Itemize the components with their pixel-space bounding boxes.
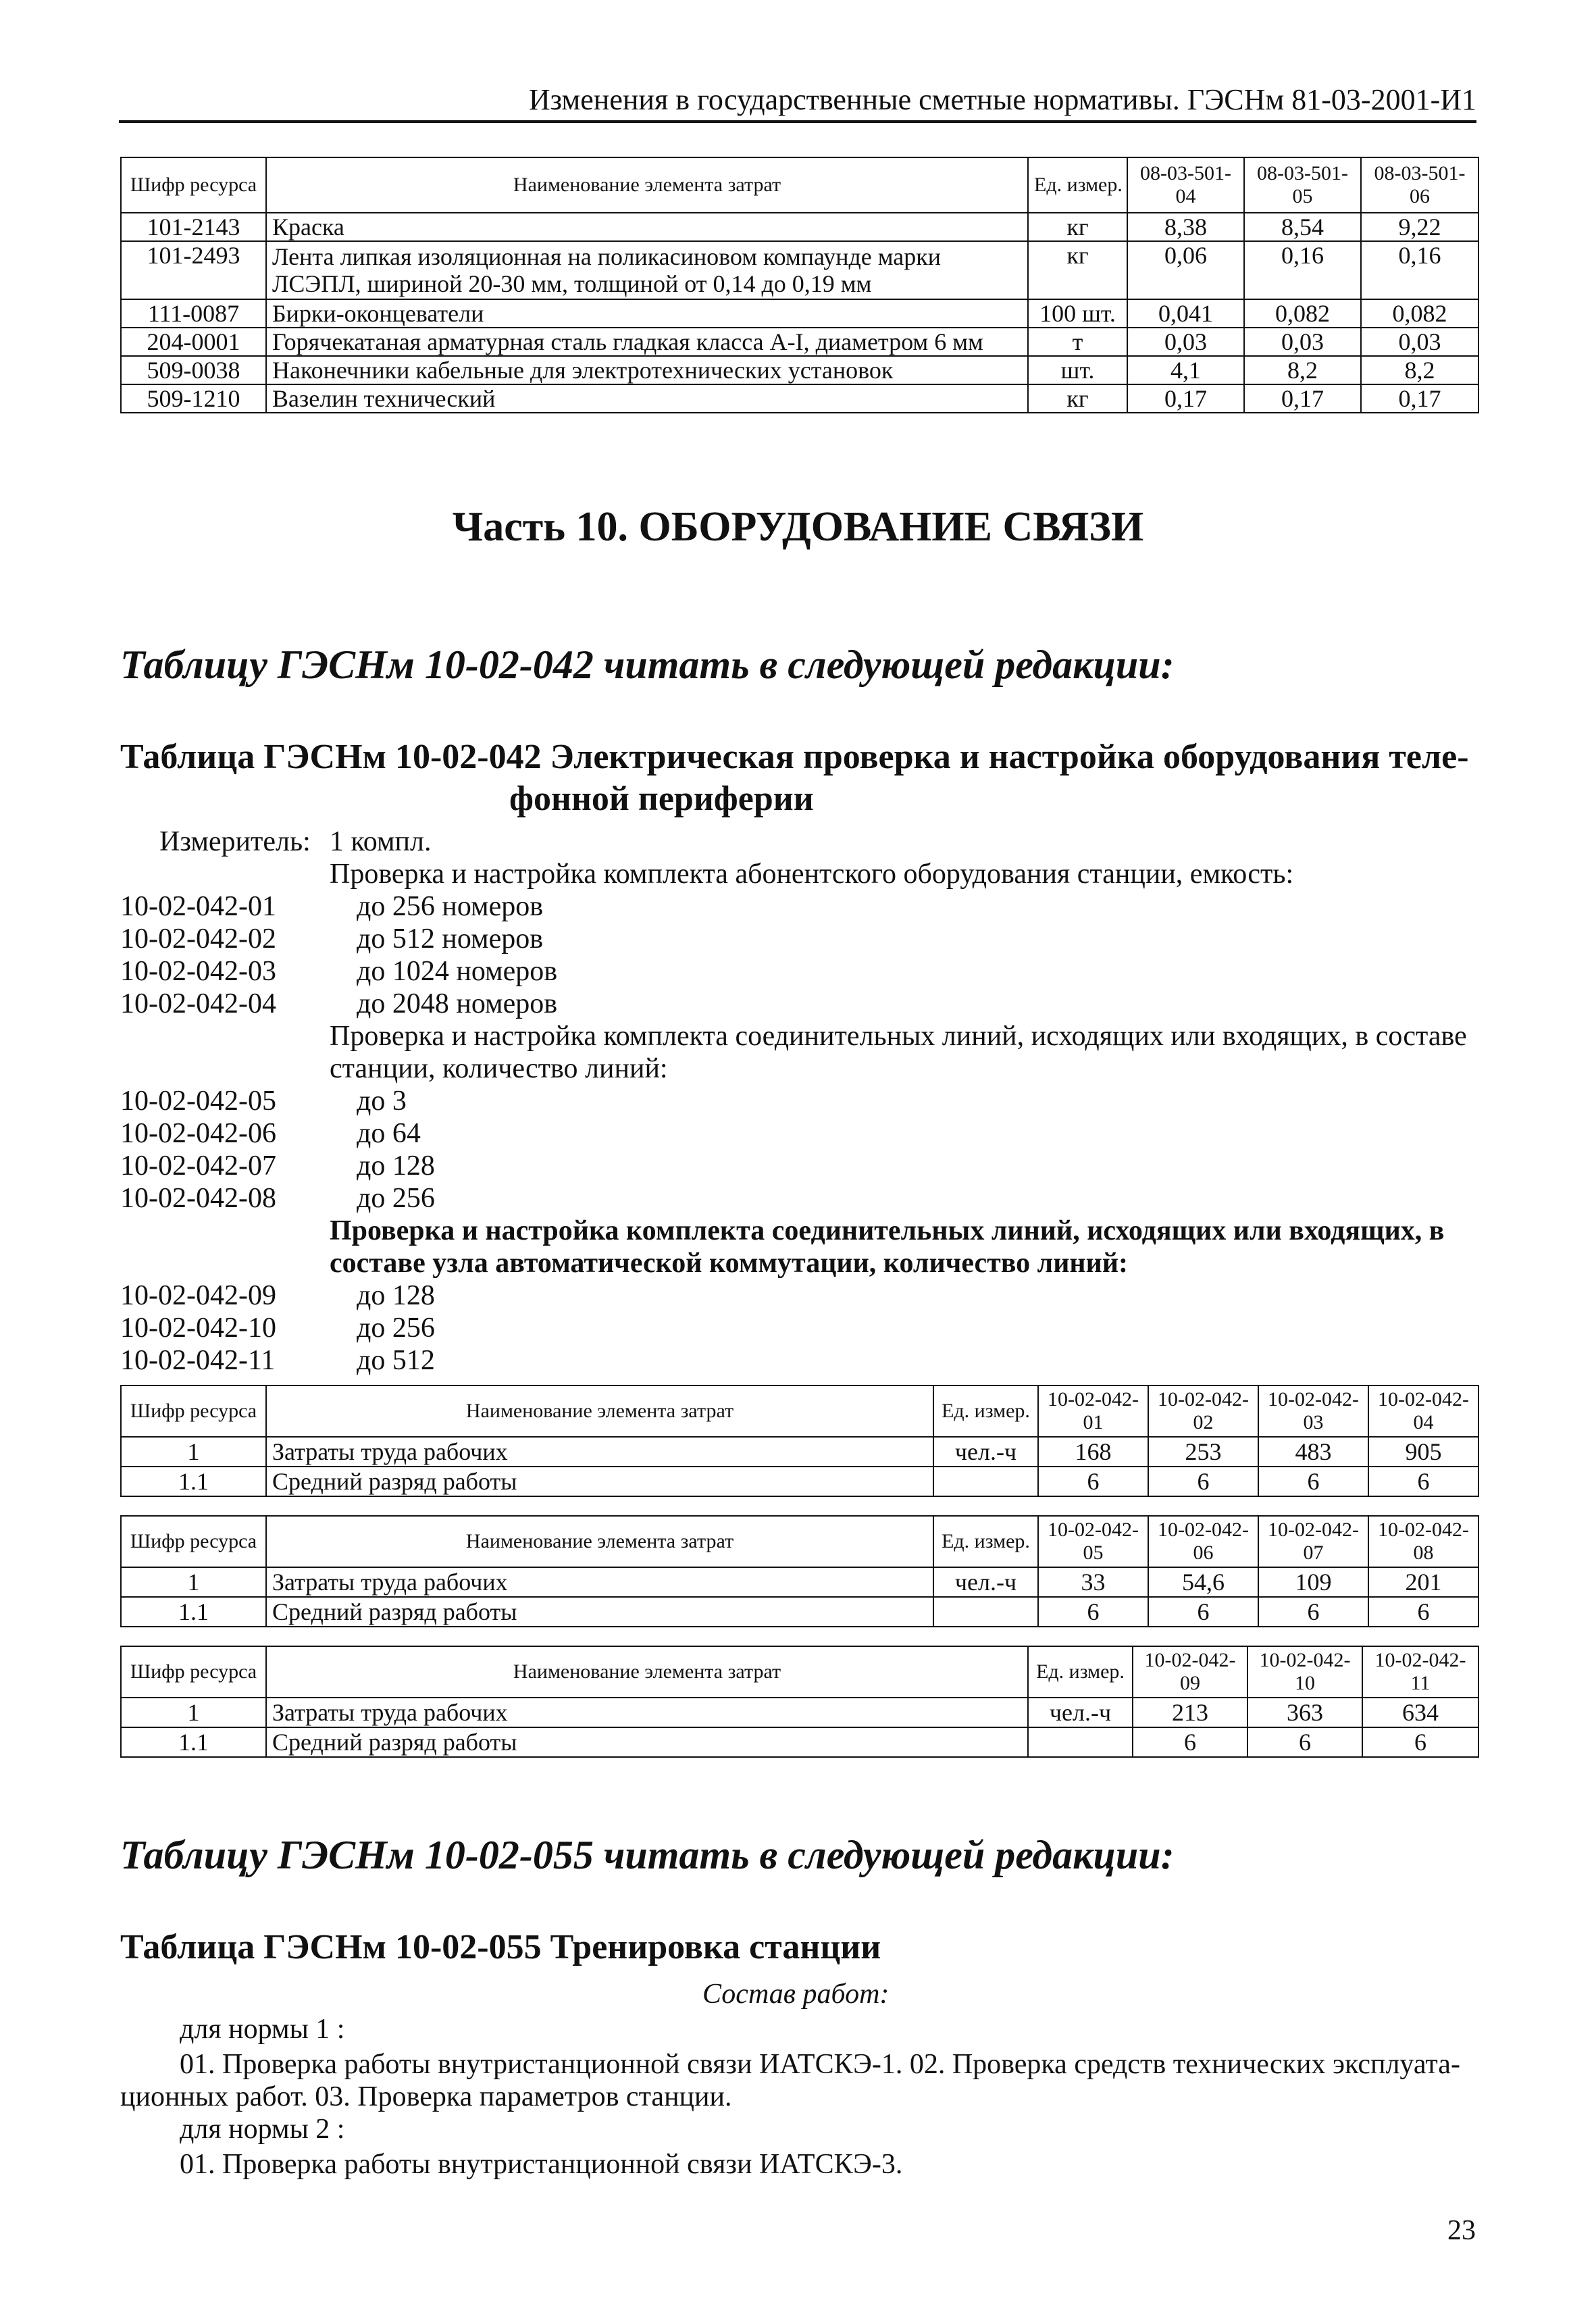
- cell-value: 0,03: [1361, 328, 1478, 356]
- cell-name: Средний разряд работы: [266, 1467, 933, 1496]
- table-row: [121, 1437, 1478, 1467]
- part-title: Часть 10. ОБОРУДОВАНИЕ СВЯЗИ: [452, 504, 1144, 550]
- cell-value: 109: [1258, 1567, 1368, 1597]
- cell-name: Бирки-оконцеватели: [266, 299, 1028, 328]
- cell-value: 483: [1258, 1437, 1368, 1467]
- header-name: Наименование элемента затрат: [266, 157, 1028, 213]
- work-composition-label: Состав работ:: [702, 1979, 890, 2010]
- norm-item: [120, 1150, 435, 1182]
- header-code: Шифр ресурса: [121, 157, 266, 213]
- cell-value: 9,22: [1361, 213, 1478, 241]
- cell-unit: кг: [1028, 213, 1127, 241]
- norm-item: [120, 988, 557, 1020]
- cell-value: 6: [1258, 1467, 1368, 1496]
- cell-value: 6: [1038, 1597, 1148, 1627]
- header-norm: 10-02-042-09: [1133, 1646, 1247, 1698]
- header-norm: 10-02-042-08: [1368, 1516, 1478, 1567]
- cell-value: 0,082: [1244, 299, 1361, 328]
- table-row: [121, 213, 1478, 241]
- norm-item: [120, 955, 557, 988]
- table-row: [121, 241, 1478, 299]
- norm-value: до 128: [357, 1280, 435, 1311]
- header-name: Наименование элемента затрат: [266, 1646, 1028, 1698]
- page-header: Изменения в государственные сметные нормативы. ГЭСНм 81-03-2001-И1: [119, 80, 1476, 123]
- norm-code: 10-02-042-06: [120, 1118, 276, 1149]
- meter-value: 1 компл.: [330, 826, 432, 857]
- norm-value: до 512 номеров: [357, 923, 544, 955]
- norm-item: [120, 923, 543, 955]
- norm-item: [120, 1279, 435, 1312]
- norm-item: [120, 1312, 435, 1344]
- cell-value: 905: [1368, 1437, 1478, 1467]
- norm-text: 01. Проверка работы внутристанционной связи ИАТСКЭ-1. 02. Проверка средств технических эксплуата-: [180, 2049, 1460, 2080]
- norm-item: [120, 1344, 435, 1377]
- header-norm: 10-02-042-06: [1148, 1516, 1258, 1567]
- cell-unit: чел.-ч: [933, 1567, 1038, 1597]
- cell-value: 8,38: [1127, 213, 1244, 241]
- cell-code: 1: [121, 1437, 266, 1467]
- cell-code: 1: [121, 1567, 266, 1597]
- cell-value: 0,041: [1127, 299, 1244, 328]
- header-name: Наименование элемента затрат: [266, 1386, 933, 1437]
- table-row: [121, 384, 1478, 413]
- header-code: Шифр ресурса: [121, 1646, 266, 1698]
- cell-value: 0,082: [1361, 299, 1478, 328]
- norm-code: 10-02-042-03: [120, 956, 276, 987]
- cell-value: 4,1: [1127, 356, 1244, 384]
- norm-text: 01. Проверка работы внутристанционной связи ИАТСКЭ-3.: [180, 2149, 903, 2180]
- table-row: [121, 356, 1478, 384]
- table-row: [121, 328, 1478, 356]
- norm-table: [120, 1385, 1479, 1497]
- cell-name: Средний разряд работы: [266, 1597, 933, 1627]
- cell-value: 6: [1133, 1727, 1247, 1757]
- header-norm: 10-02-042-02: [1148, 1386, 1258, 1437]
- page-number: 23: [1447, 2215, 1476, 2246]
- table-title: Таблица ГЭСНм 10-02-055 Тренировка станции: [120, 1928, 881, 1966]
- norm-code: 10-02-042-08: [120, 1183, 276, 1214]
- group-description: составе узла автоматической коммутации, количество линий:: [330, 1248, 1129, 1279]
- cell-name: Затраты труда рабочих: [266, 1437, 933, 1467]
- header-norm: 10-02-042-04: [1368, 1386, 1478, 1437]
- cell-unit: кг: [1028, 241, 1127, 299]
- header-norm: 08-03-501-05: [1244, 157, 1361, 213]
- norm-code: 10-02-042-07: [120, 1150, 276, 1181]
- cell-code: 1.1: [121, 1467, 266, 1496]
- cell-value: 33: [1038, 1567, 1148, 1597]
- norm-table: [120, 1515, 1479, 1627]
- cell-code: 1.1: [121, 1597, 266, 1627]
- header-norm: 10-02-042-10: [1247, 1646, 1362, 1698]
- section-heading: Таблицу ГЭСНм 10-02-042 читать в следующей редакции:: [120, 642, 1175, 687]
- norm-table: [120, 1646, 1479, 1758]
- cell-code: 1.1: [121, 1727, 266, 1757]
- cell-code: 101-2493: [121, 241, 266, 299]
- table-row: [121, 1698, 1478, 1727]
- cell-unit: 100 шт.: [1028, 299, 1127, 328]
- header-name: Наименование элемента затрат: [266, 1516, 933, 1567]
- cell-unit: [1028, 1727, 1133, 1757]
- cell-unit: чел.-ч: [933, 1437, 1038, 1467]
- cell-name: Наконечники кабельные для электротехнических установок: [266, 356, 1028, 384]
- cell-value: 0,16: [1361, 241, 1478, 299]
- norm-value: до 128: [357, 1150, 435, 1181]
- group-description: Проверка и настройка комплекта соединительных линий, исходящих или входящих, в: [330, 1215, 1445, 1246]
- header-code: Шифр ресурса: [121, 1516, 266, 1567]
- cell-name: Краска: [266, 213, 1028, 241]
- norm-label: для нормы 1 :: [180, 2014, 345, 2045]
- norm-item: [120, 1085, 407, 1117]
- cell-code: 111-0087: [121, 299, 266, 328]
- header-unit: Ед. измер.: [1028, 1646, 1133, 1698]
- cell-value: 8,2: [1361, 356, 1478, 384]
- cell-value: 213: [1133, 1698, 1247, 1727]
- cell-value: 0,17: [1127, 384, 1244, 413]
- norm-value: до 256: [357, 1313, 435, 1344]
- group-description: Проверка и настройка комплекта соединительных линий, исходящих или входящих, в составе: [330, 1021, 1467, 1052]
- cell-value: 0,06: [1127, 241, 1244, 299]
- header-norm: 10-02-042-01: [1038, 1386, 1148, 1437]
- cell-value: 0,03: [1127, 328, 1244, 356]
- cell-value: 634: [1362, 1698, 1478, 1727]
- cell-value: 8,54: [1244, 213, 1361, 241]
- norm-item: [120, 1182, 435, 1215]
- cell-value: 0,03: [1244, 328, 1361, 356]
- norm-value: до 2048 номеров: [357, 988, 558, 1019]
- norm-code: 10-02-042-05: [120, 1086, 276, 1117]
- cell-unit: кг: [1028, 384, 1127, 413]
- resources-table: [120, 157, 1479, 413]
- cell-name: Вазелин технический: [266, 384, 1028, 413]
- cell-value: 363: [1247, 1698, 1362, 1727]
- table-row: [121, 299, 1478, 328]
- cell-unit: [933, 1597, 1038, 1627]
- table-title: [120, 736, 1471, 820]
- group-description: станции, количество линий:: [330, 1053, 668, 1084]
- cell-unit: шт.: [1028, 356, 1127, 384]
- cell-unit: чел.-ч: [1028, 1698, 1133, 1727]
- norm-value: до 64: [357, 1118, 421, 1149]
- cell-name: Средний разряд работы: [266, 1727, 1028, 1757]
- header-norm: 10-02-042-07: [1258, 1516, 1368, 1567]
- cell-value: 253: [1148, 1437, 1258, 1467]
- norm-code: 10-02-042-04: [120, 988, 276, 1019]
- table-title-line: Таблица ГЭСНм 10-02-042 Электрическая проверка и настройка оборудования теле-: [120, 738, 1469, 776]
- table-row: [121, 1567, 1478, 1597]
- header-code: Шифр ресурса: [121, 1386, 266, 1437]
- norm-value: до 3: [357, 1086, 407, 1117]
- cell-value: 6: [1368, 1597, 1478, 1627]
- cell-code: 509-1210: [121, 384, 266, 413]
- cell-value: 6: [1362, 1727, 1478, 1757]
- norm-code: 10-02-042-10: [120, 1313, 276, 1344]
- cell-value: 6: [1368, 1467, 1478, 1496]
- cell-value: 8,2: [1244, 356, 1361, 384]
- cell-code: 204-0001: [121, 328, 266, 356]
- norm-label: для нормы 2 :: [180, 2114, 345, 2145]
- table-row: [121, 1727, 1478, 1757]
- cell-value: 54,6: [1148, 1567, 1258, 1597]
- header-unit: Ед. измер.: [1028, 157, 1127, 213]
- meter-label: Измеритель:: [159, 826, 311, 857]
- header-norm: 10-02-042-11: [1362, 1646, 1478, 1698]
- header-norm: 08-03-501-06: [1361, 157, 1478, 213]
- table-row: [121, 1467, 1478, 1496]
- norm-code: 10-02-042-02: [120, 923, 276, 955]
- cell-value: 0,16: [1244, 241, 1361, 299]
- group-description: Проверка и настройка комплекта абонентского оборудования станции, емкость:: [330, 859, 1294, 890]
- cell-value: 0,17: [1244, 384, 1361, 413]
- norm-code: 10-02-042-09: [120, 1280, 276, 1311]
- cell-value: 168: [1038, 1437, 1148, 1467]
- section-heading: Таблицу ГЭСНм 10-02-055 читать в следующей редакции:: [120, 1833, 1175, 1877]
- cell-name: Затраты труда рабочих: [266, 1567, 933, 1597]
- norm-value: до 1024 номеров: [357, 956, 558, 987]
- cell-code: 509-0038: [121, 356, 266, 384]
- cell-value: 6: [1258, 1597, 1368, 1627]
- norm-code: 10-02-042-01: [120, 891, 276, 922]
- cell-code: 101-2143: [121, 213, 266, 241]
- cell-value: 6: [1038, 1467, 1148, 1496]
- cell-name: Лента липкая изоляционная на поликасиновом компаунде марки ЛСЭПЛ, шириной 20-30 мм, толщиной от 0,14 до 0,19 мм: [266, 241, 1028, 299]
- header-unit: Ед. измер.: [933, 1386, 1038, 1437]
- cell-name: Затраты труда рабочих: [266, 1698, 1028, 1727]
- header-norm: 08-03-501-04: [1127, 157, 1244, 213]
- cell-code: 1: [121, 1698, 266, 1727]
- cell-value: 201: [1368, 1567, 1478, 1597]
- header-unit: Ед. измер.: [933, 1516, 1038, 1567]
- cell-value: 6: [1247, 1727, 1362, 1757]
- header-norm: 10-02-042-03: [1258, 1386, 1368, 1437]
- norm-value: до 512: [357, 1345, 435, 1376]
- cell-unit: т: [1028, 328, 1127, 356]
- norm-code: 10-02-042-11: [120, 1345, 276, 1376]
- cell-unit: [933, 1467, 1038, 1496]
- cell-name: Горячекатаная арматурная сталь гладкая класса А-I, диаметром 6 мм: [266, 328, 1028, 356]
- table-title-line: фонной периферии: [509, 780, 814, 818]
- cell-value: 0,17: [1361, 384, 1478, 413]
- cell-value: 6: [1148, 1467, 1258, 1496]
- norm-value: до 256: [357, 1183, 435, 1214]
- cell-value: 6: [1148, 1597, 1258, 1627]
- table-row: [121, 1597, 1478, 1627]
- norm-item: [120, 1117, 421, 1150]
- norm-text: ционных работ. 03. Проверка параметров станции.: [120, 2081, 732, 2112]
- norm-item: [120, 890, 543, 923]
- header-norm: 10-02-042-05: [1038, 1516, 1148, 1567]
- norm-value: до 256 номеров: [357, 891, 544, 922]
